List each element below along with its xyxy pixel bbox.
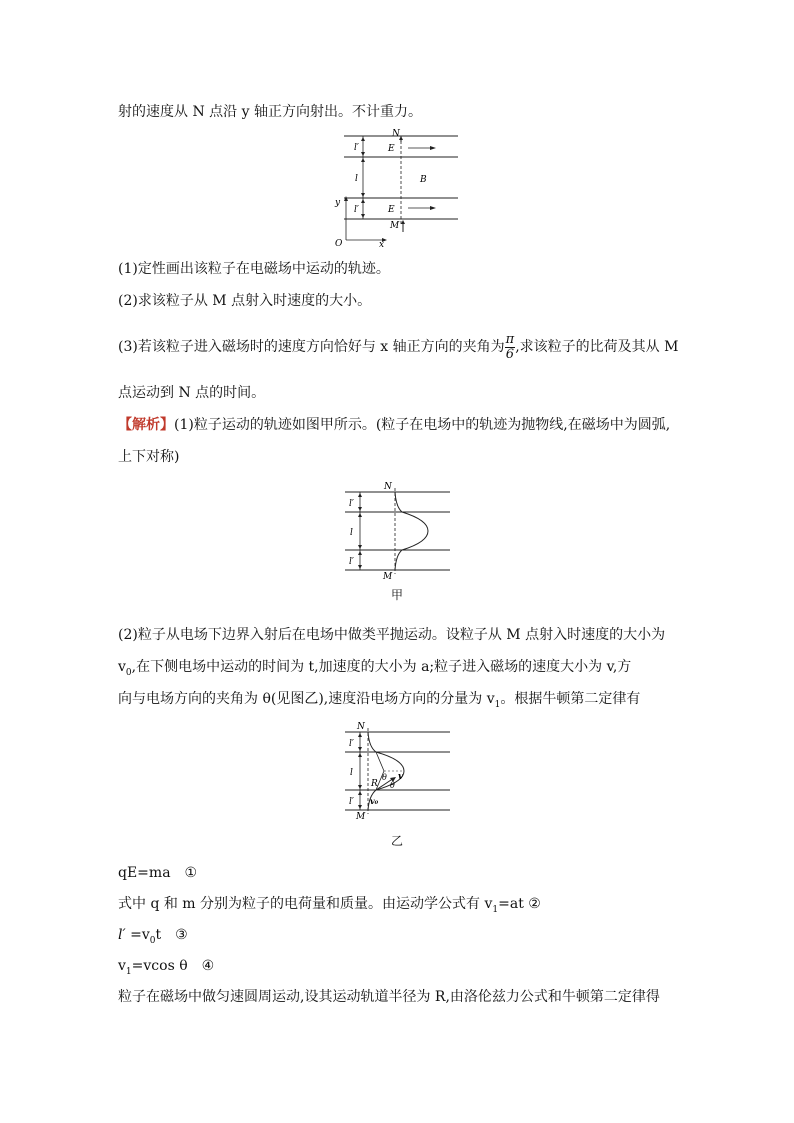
equation-3: $l' =v_0t$ ③	[118, 927, 188, 946]
figure-yi-trajectory	[340, 720, 455, 825]
fig3-label-l: l	[350, 768, 353, 778]
fig3-label-N: N	[357, 722, 365, 732]
fig1-label-E-top: E	[388, 144, 395, 154]
fig3-label-v0: v₀	[370, 796, 379, 806]
fig3-label-R: R	[371, 779, 378, 789]
fig3-label-theta-2: θ	[390, 781, 395, 790]
figure-jia-caption: 甲	[390, 588, 403, 602]
answer-2-line-3: 向与电场方向的夹角为 θ(见图乙),速度沿电场方向的分量为 $v_1$。根据牛顿第二定律有	[118, 691, 641, 710]
fig2-label-N: N	[384, 482, 392, 492]
figure-jia-trajectory	[340, 480, 455, 580]
fig1-label-E-bottom: E	[388, 205, 395, 215]
question-3-cont: 点运动到 N 点的时间。	[118, 385, 266, 401]
question-3: (3)若该粒子进入磁场时的速度方向恰好与 x 轴正方向的夹角为 $\frac{\pi}{6}$ ,求该粒子的比荷及其从 M	[118, 331, 679, 362]
analysis-tag: 【解析】	[118, 417, 174, 433]
equation-4: $v_1=vcos$ θ ④	[118, 958, 215, 977]
explanation-line: 式中 q 和 m 分别为粒子的电荷量和质量。由运动学公式有 $v_1=at$ ②	[118, 896, 541, 915]
fig3-label-M: M	[356, 812, 366, 822]
answer-1-line-1: 【解析】(1)粒子运动的轨迹如图甲所示。(粒子在电场中的轨迹为抛物线,在磁场中为圆弧,	[118, 417, 671, 433]
fig2-label-l: l	[350, 528, 353, 538]
fig3-label-theta-1: θ	[382, 773, 387, 782]
fig1-label-N: N	[392, 129, 400, 139]
fig1-label-y: y	[335, 198, 341, 208]
text-line-last: 粒子在磁场中做匀速圆周运动,设其运动轨道半径为 R,由洛伦兹力公式和牛顿第二定律得	[118, 989, 660, 1005]
answer-2-line-2: $v_0$,在下侧电场中运动的时间为 t,加速度的大小为 a;粒子进入磁场的速度大小为 v,方	[118, 659, 632, 678]
text-line-1: 射的速度从 N 点沿 y 轴正方向射出。不计重力。	[118, 104, 422, 120]
fig1-label-B: B	[420, 175, 427, 185]
answer-1-line-2: 上下对称)	[118, 449, 180, 465]
fig1-label-lp-top: l′	[354, 143, 359, 153]
fig1-label-lp-bottom: l′	[354, 205, 359, 215]
fig1-label-l: l	[355, 174, 358, 184]
fig1-label-O: O	[335, 239, 343, 248]
fraction-pi-over-6: $\frac{\pi}{6}$	[505, 331, 515, 362]
answer-2-line-1: (2)粒子从电场下边界入射后在电场中做类平抛运动。设粒子从 M 点射入时速度的大小为	[118, 627, 666, 643]
fig3-label-lp-top: l′	[349, 739, 354, 749]
fig3-label-v: v	[398, 772, 404, 782]
figure-field-setup	[330, 128, 465, 248]
equation-1: qE=ma ①	[118, 865, 198, 881]
fig1-label-M: M	[390, 221, 400, 231]
fig2-label-lp-bottom: l′	[349, 557, 354, 567]
figure-yi-caption: 乙	[390, 834, 403, 848]
fig3-label-lp-bottom: l′	[349, 797, 354, 807]
fig2-label-M: M	[383, 572, 393, 580]
fig1-label-x: x	[379, 240, 385, 248]
fig2-label-lp-top: l′	[349, 499, 354, 509]
question-2: (2)求该粒子从 M 点射入时速度的大小。	[118, 293, 372, 309]
question-1: (1)定性画出该粒子在电磁场中运动的轨迹。	[118, 261, 390, 277]
